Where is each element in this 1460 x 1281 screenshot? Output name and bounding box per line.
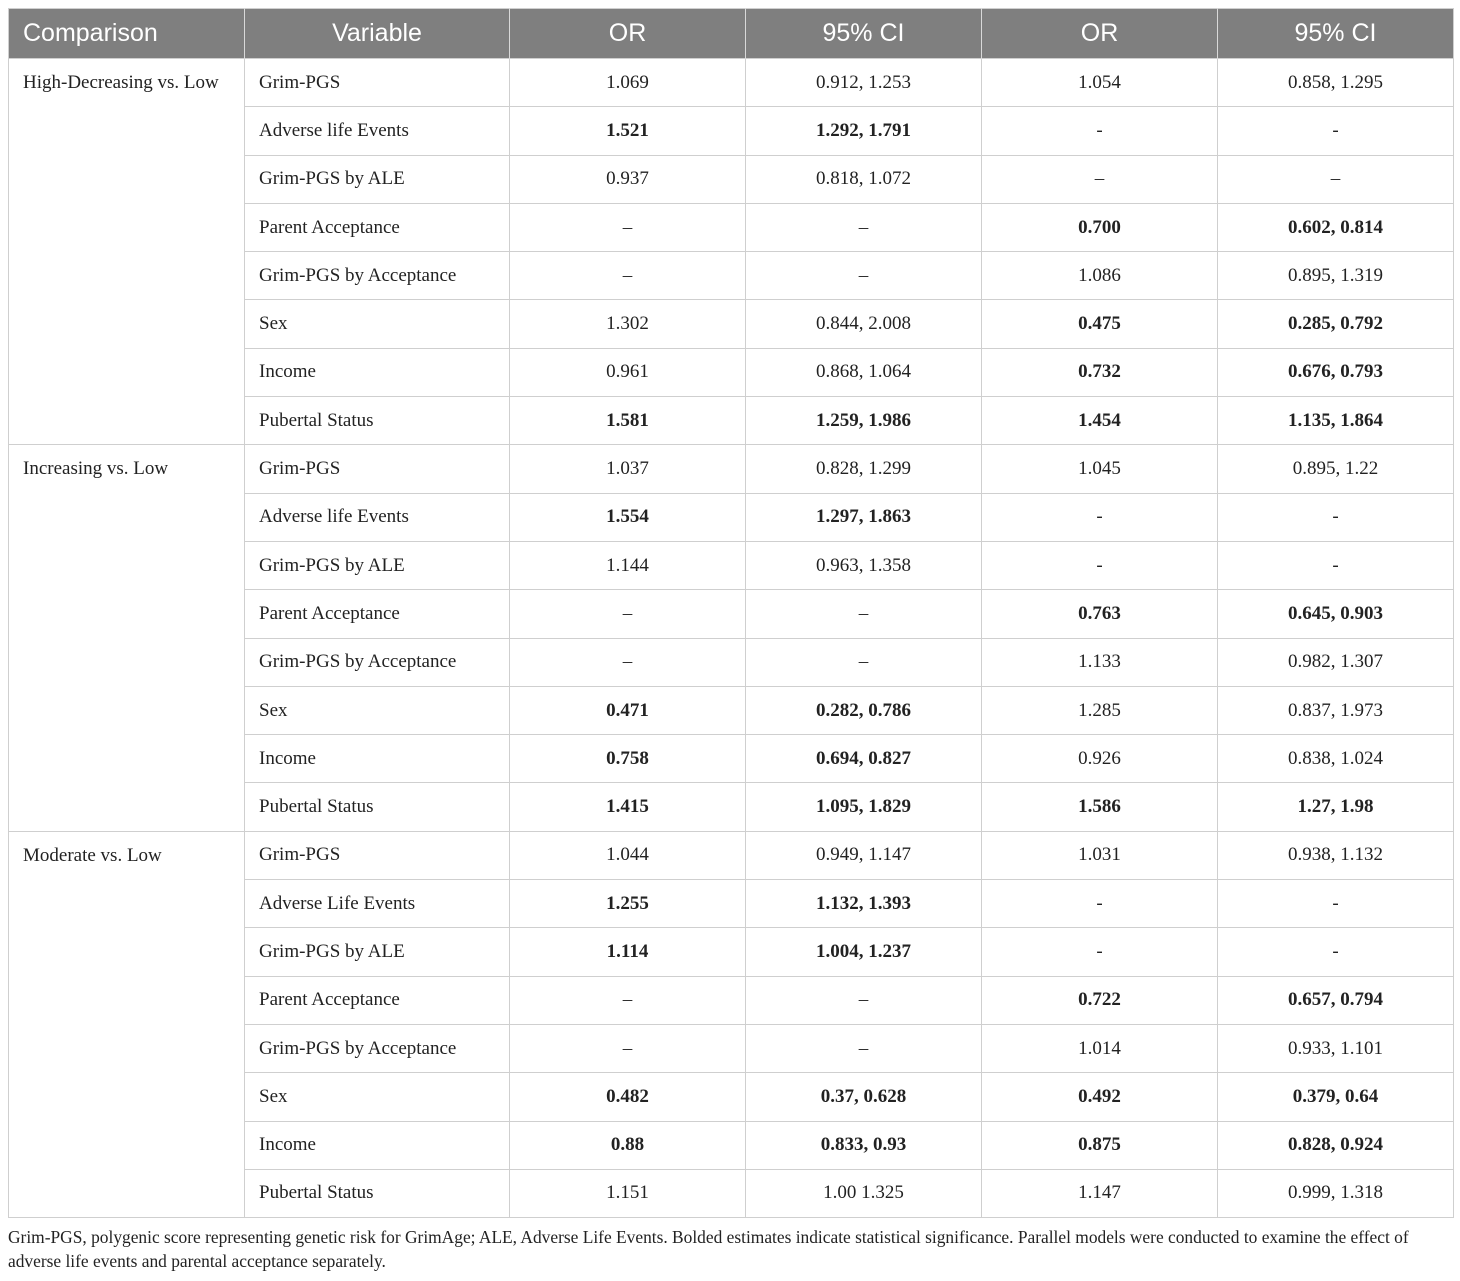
table-row: [9, 445, 1454, 493]
ci-acceptance-cell: 0.938, 1.132: [1218, 831, 1454, 879]
ci-acceptance-cell: 0.895, 1.319: [1218, 252, 1454, 300]
header-row: [9, 9, 1454, 59]
or-ale-cell: 1.044: [510, 831, 746, 879]
ci-acceptance-cell: 0.285, 0.792: [1218, 300, 1454, 348]
ci-acceptance-cell: -: [1218, 493, 1454, 541]
variable-cell: Grim-PGS by Acceptance: [245, 1024, 510, 1072]
ci-ale-cell: 1.297, 1.863: [746, 493, 982, 541]
table-body: [9, 59, 1454, 1218]
or-ale-cell: 1.302: [510, 300, 746, 348]
ci-acceptance-cell: 0.657, 0.794: [1218, 976, 1454, 1024]
or-ale-cell: 0.471: [510, 686, 746, 734]
or-acceptance-cell: 1.054: [982, 59, 1218, 107]
or-acceptance-cell: 1.086: [982, 252, 1218, 300]
ci-acceptance-cell: 0.933, 1.101: [1218, 1024, 1454, 1072]
or-acceptance-cell: 0.475: [982, 300, 1218, 348]
or-ale-cell: 1.151: [510, 1169, 746, 1217]
or-acceptance-cell: 0.722: [982, 976, 1218, 1024]
ci-ale-cell: 0.868, 1.064: [746, 348, 982, 396]
or-acceptance-cell: 0.763: [982, 590, 1218, 638]
or-acceptance-cell: -: [982, 541, 1218, 589]
ci-acceptance-cell: 0.895, 1.22: [1218, 445, 1454, 493]
or-acceptance-cell: 1.031: [982, 831, 1218, 879]
ci-ale-cell: –: [746, 203, 982, 251]
ci-ale-cell: 0.844, 2.008: [746, 300, 982, 348]
or-acceptance-cell: 0.492: [982, 1073, 1218, 1121]
or-ale-cell: –: [510, 638, 746, 686]
ci-ale-cell: 0.912, 1.253: [746, 59, 982, 107]
variable-cell: Parent Acceptance: [245, 203, 510, 251]
ci-ale-cell: 1.004, 1.237: [746, 928, 982, 976]
odds-ratio-table: [8, 8, 1454, 1218]
or-acceptance-cell: 1.147: [982, 1169, 1218, 1217]
ci-ale-cell: 0.818, 1.072: [746, 155, 982, 203]
variable-cell: Income: [245, 735, 510, 783]
or-acceptance-cell: 0.875: [982, 1121, 1218, 1169]
or-acceptance-cell: 1.133: [982, 638, 1218, 686]
variable-cell: Income: [245, 1121, 510, 1169]
header-ci-acceptance-model: 95% CI: [1218, 9, 1454, 59]
or-acceptance-cell: -: [982, 493, 1218, 541]
ci-ale-cell: 0.694, 0.827: [746, 735, 982, 783]
ci-ale-cell: 0.963, 1.358: [746, 541, 982, 589]
header-variable: Variable: [245, 9, 510, 59]
ci-ale-cell: –: [746, 976, 982, 1024]
or-acceptance-cell: 1.285: [982, 686, 1218, 734]
or-ale-cell: 1.037: [510, 445, 746, 493]
results-table-container: [8, 8, 1453, 1218]
header-or-acceptance-model: OR: [982, 9, 1218, 59]
variable-cell: Adverse Life Events: [245, 880, 510, 928]
comparison-cell: High-Decreasing vs. Low: [9, 59, 245, 445]
ci-acceptance-cell: 0.602, 0.814: [1218, 203, 1454, 251]
ci-ale-cell: 0.949, 1.147: [746, 831, 982, 879]
or-ale-cell: 1.415: [510, 783, 746, 831]
ci-acceptance-cell: -: [1218, 880, 1454, 928]
or-ale-cell: 0.961: [510, 348, 746, 396]
variable-cell: Grim-PGS by ALE: [245, 541, 510, 589]
or-ale-cell: 1.144: [510, 541, 746, 589]
ci-acceptance-cell: 0.999, 1.318: [1218, 1169, 1454, 1217]
table-footnote: Grim-PGS, polygenic score representing genetic risk for GrimAge; ALE, Adverse Life Events. Bolded estimates indicate statistical significance. Parallel models were conducted to examine the effect of adverse life events and parental acceptance separately.: [8, 1227, 1409, 1271]
header-comparison: Comparison: [9, 9, 245, 59]
ci-acceptance-cell: 0.828, 0.924: [1218, 1121, 1454, 1169]
variable-cell: Pubertal Status: [245, 397, 510, 445]
header-ci-ale-model: 95% CI: [746, 9, 982, 59]
table-row: [9, 59, 1454, 107]
variable-cell: Pubertal Status: [245, 1169, 510, 1217]
variable-cell: Sex: [245, 300, 510, 348]
or-ale-cell: –: [510, 203, 746, 251]
or-ale-cell: 1.069: [510, 59, 746, 107]
variable-cell: Parent Acceptance: [245, 590, 510, 638]
ci-ale-cell: –: [746, 252, 982, 300]
or-acceptance-cell: 1.586: [982, 783, 1218, 831]
variable-cell: Grim-PGS: [245, 445, 510, 493]
ci-acceptance-cell: -: [1218, 928, 1454, 976]
variable-cell: Grim-PGS by ALE: [245, 155, 510, 203]
ci-acceptance-cell: 0.645, 0.903: [1218, 590, 1454, 638]
ci-acceptance-cell: 0.837, 1.973: [1218, 686, 1454, 734]
variable-cell: Income: [245, 348, 510, 396]
or-ale-cell: –: [510, 590, 746, 638]
variable-cell: Sex: [245, 1073, 510, 1121]
or-ale-cell: 1.255: [510, 880, 746, 928]
ci-ale-cell: 0.833, 0.93: [746, 1121, 982, 1169]
or-ale-cell: 1.554: [510, 493, 746, 541]
ci-acceptance-cell: -: [1218, 541, 1454, 589]
variable-cell: Adverse life Events: [245, 493, 510, 541]
variable-cell: Grim-PGS by ALE: [245, 928, 510, 976]
ci-acceptance-cell: 0.676, 0.793: [1218, 348, 1454, 396]
header-or-ale-model: OR: [510, 9, 746, 59]
or-ale-cell: 1.114: [510, 928, 746, 976]
ci-ale-cell: 0.282, 0.786: [746, 686, 982, 734]
ci-acceptance-cell: 1.135, 1.864: [1218, 397, 1454, 445]
ci-ale-cell: 0.828, 1.299: [746, 445, 982, 493]
or-acceptance-cell: 1.045: [982, 445, 1218, 493]
or-ale-cell: –: [510, 976, 746, 1024]
ci-acceptance-cell: 0.982, 1.307: [1218, 638, 1454, 686]
or-acceptance-cell: -: [982, 880, 1218, 928]
ci-ale-cell: –: [746, 1024, 982, 1072]
variable-cell: Grim-PGS: [245, 831, 510, 879]
ci-acceptance-cell: 1.27, 1.98: [1218, 783, 1454, 831]
ci-ale-cell: 0.37, 0.628: [746, 1073, 982, 1121]
comparison-cell: Moderate vs. Low: [9, 831, 245, 1217]
or-acceptance-cell: –: [982, 155, 1218, 203]
ci-ale-cell: 1.259, 1.986: [746, 397, 982, 445]
table-row: [9, 831, 1454, 879]
or-ale-cell: 1.521: [510, 107, 746, 155]
or-acceptance-cell: 0.926: [982, 735, 1218, 783]
ci-ale-cell: 1.00 1.325: [746, 1169, 982, 1217]
variable-cell: Grim-PGS by Acceptance: [245, 252, 510, 300]
ci-acceptance-cell: -: [1218, 107, 1454, 155]
or-ale-cell: 0.88: [510, 1121, 746, 1169]
or-ale-cell: 0.482: [510, 1073, 746, 1121]
ci-ale-cell: –: [746, 638, 982, 686]
or-acceptance-cell: -: [982, 107, 1218, 155]
variable-cell: Pubertal Status: [245, 783, 510, 831]
variable-cell: Grim-PGS: [245, 59, 510, 107]
or-acceptance-cell: 0.732: [982, 348, 1218, 396]
or-ale-cell: 0.758: [510, 735, 746, 783]
ci-ale-cell: 1.292, 1.791: [746, 107, 982, 155]
or-acceptance-cell: 0.700: [982, 203, 1218, 251]
ci-ale-cell: –: [746, 590, 982, 638]
or-ale-cell: –: [510, 252, 746, 300]
or-ale-cell: –: [510, 1024, 746, 1072]
or-acceptance-cell: 1.454: [982, 397, 1218, 445]
ci-acceptance-cell: 0.858, 1.295: [1218, 59, 1454, 107]
ci-ale-cell: 1.132, 1.393: [746, 880, 982, 928]
variable-cell: Grim-PGS by Acceptance: [245, 638, 510, 686]
variable-cell: Parent Acceptance: [245, 976, 510, 1024]
comparison-cell: Increasing vs. Low: [9, 445, 245, 831]
or-ale-cell: 1.581: [510, 397, 746, 445]
or-ale-cell: 0.937: [510, 155, 746, 203]
variable-cell: Sex: [245, 686, 510, 734]
variable-cell: Adverse life Events: [245, 107, 510, 155]
or-acceptance-cell: 1.014: [982, 1024, 1218, 1072]
ci-acceptance-cell: 0.379, 0.64: [1218, 1073, 1454, 1121]
ci-ale-cell: 1.095, 1.829: [746, 783, 982, 831]
ci-acceptance-cell: 0.838, 1.024: [1218, 735, 1454, 783]
or-acceptance-cell: -: [982, 928, 1218, 976]
ci-acceptance-cell: –: [1218, 155, 1454, 203]
